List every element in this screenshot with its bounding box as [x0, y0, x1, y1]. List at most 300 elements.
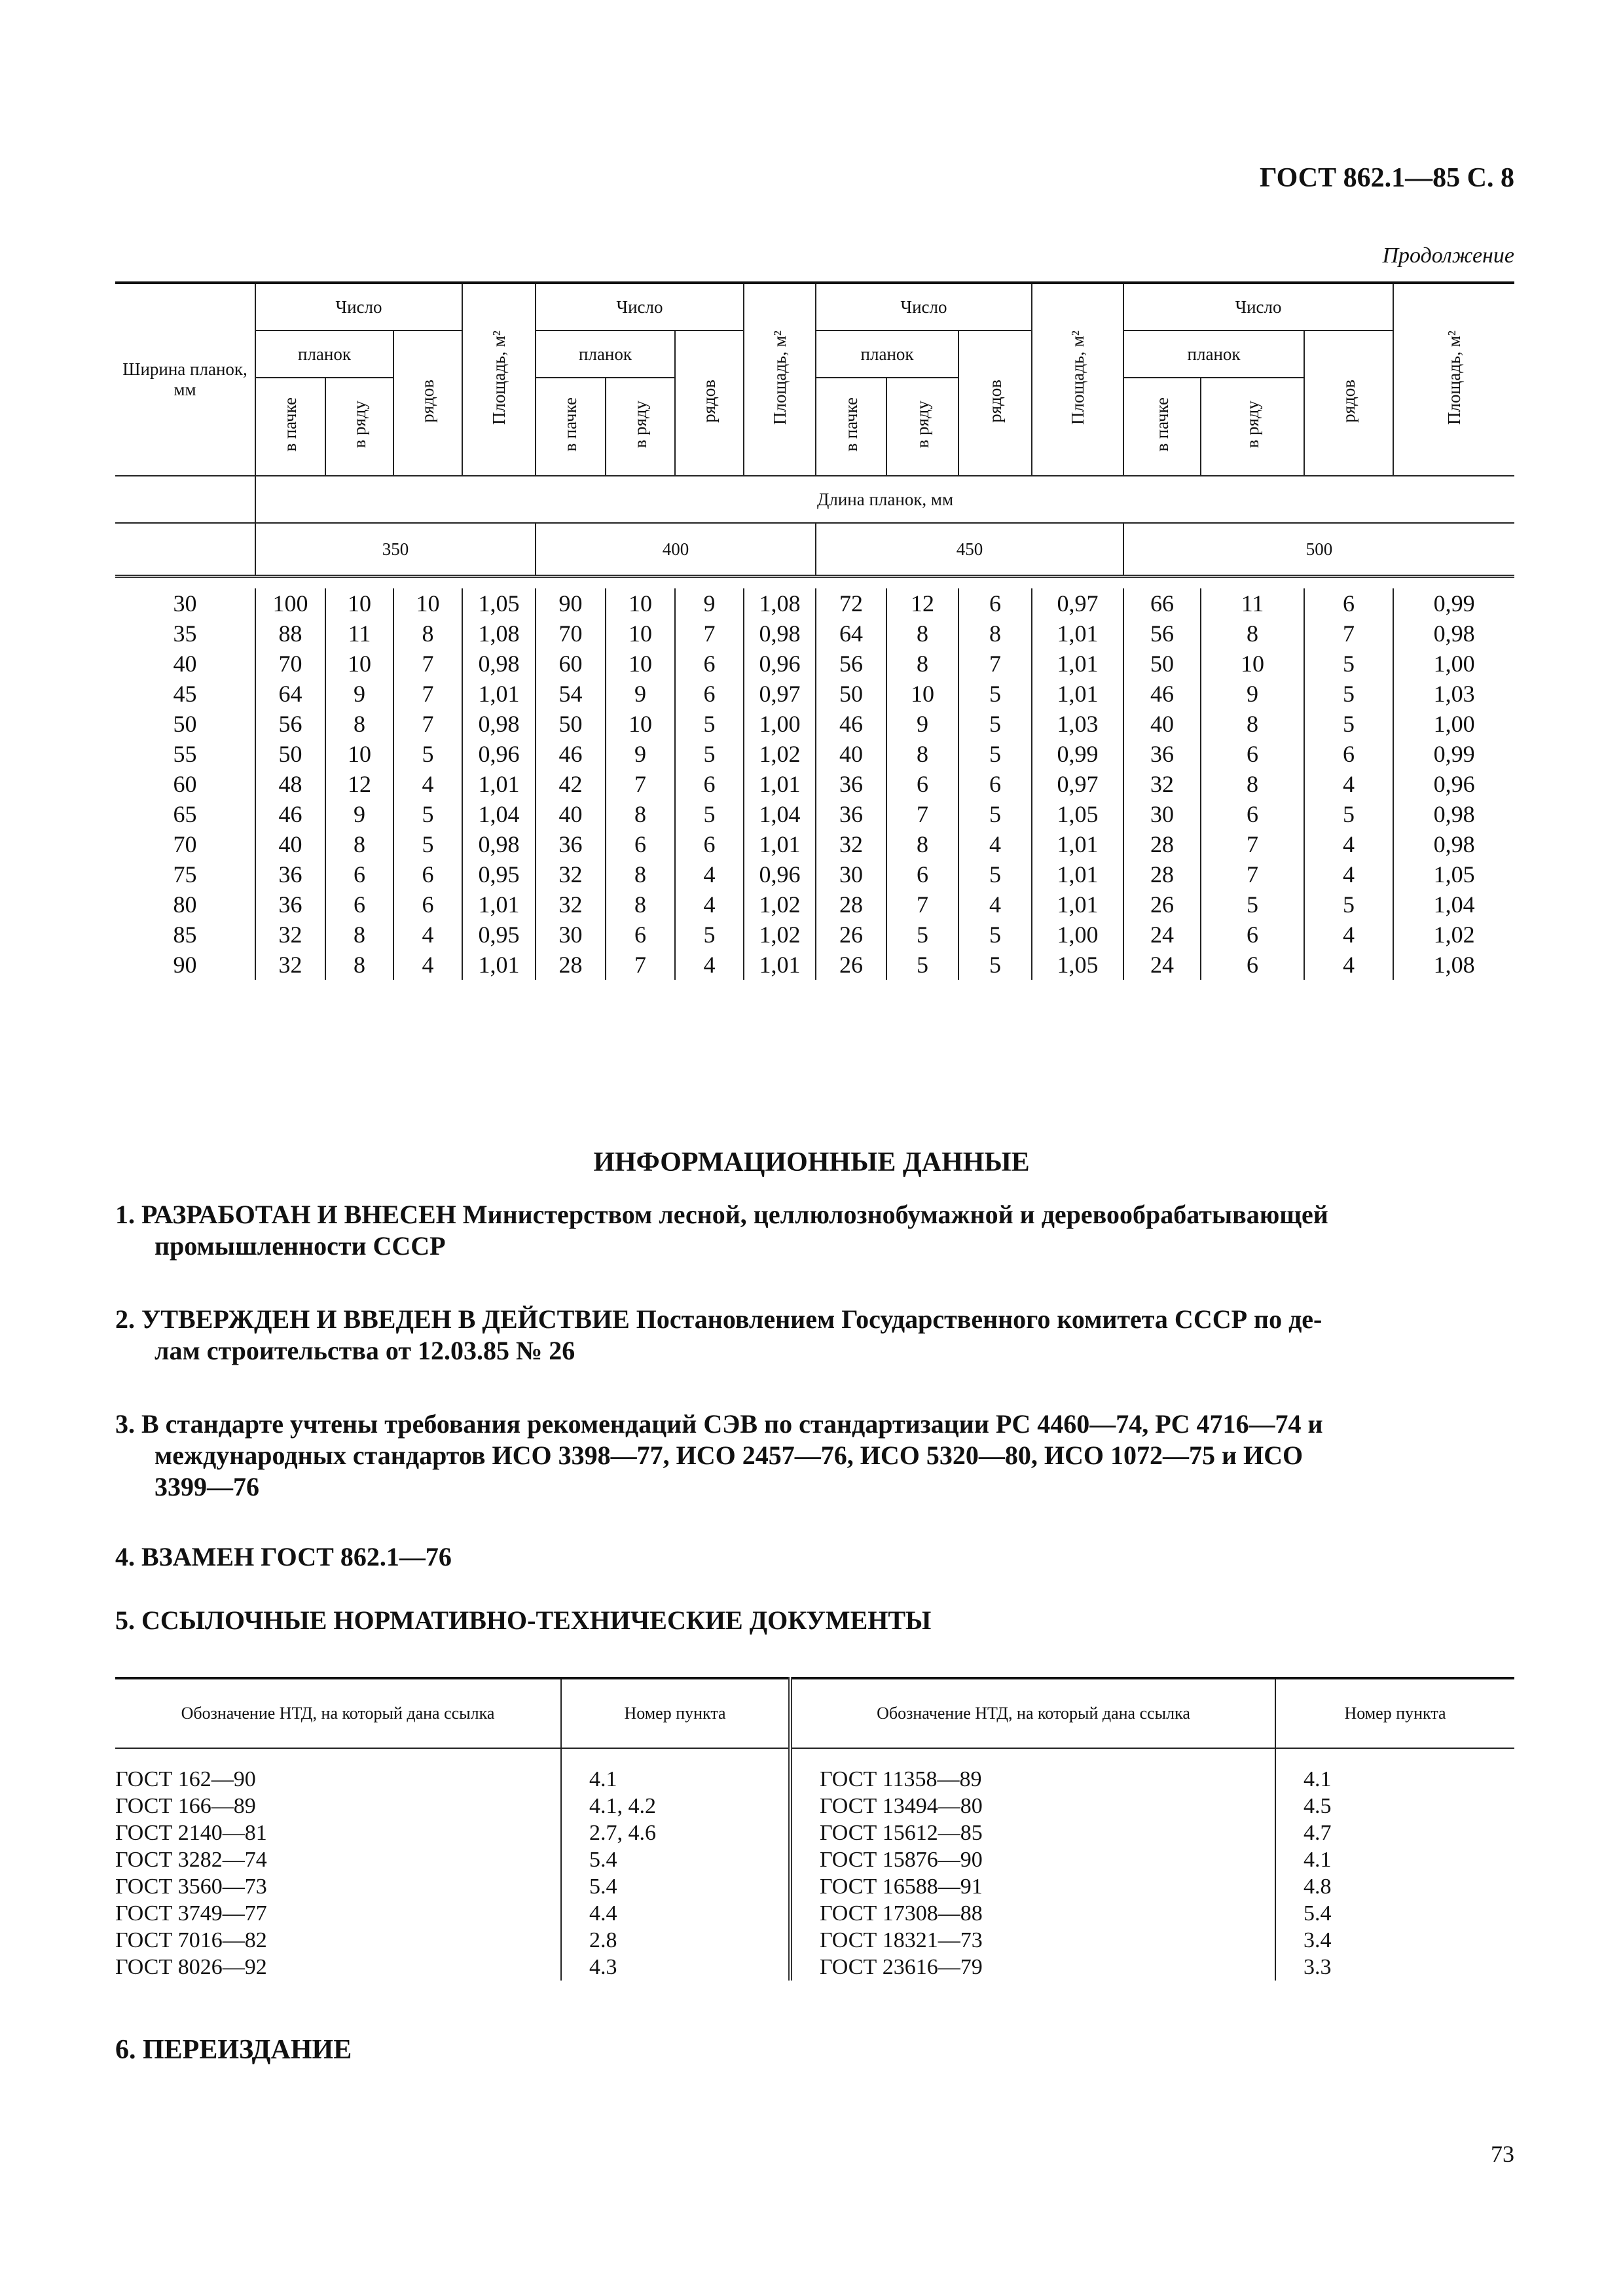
- table-cell: 6: [393, 859, 462, 889]
- table-cell: 0,96: [462, 739, 536, 769]
- table-row: [115, 739, 1514, 769]
- info-item-2-line2: лам строительства от 12.03.85 № 26: [155, 1336, 575, 1365]
- ref-item-cell: [1275, 1766, 1514, 1793]
- table-cell: 1,08: [744, 588, 816, 619]
- table-cell: 0,96: [744, 859, 816, 889]
- plank-width-cell: 70: [173, 831, 197, 857]
- ref-doc-header: Обозначение НТД, на который дана ссылка: [790, 1678, 1275, 1748]
- table-cell: 0,98: [462, 829, 536, 859]
- length-value-400: 400: [536, 523, 816, 577]
- info-heading: ИНФОРМАЦИОННЫЕ ДАННЫЕ: [593, 1147, 1030, 1177]
- table-cell: 1,00: [1032, 920, 1123, 950]
- ref-doc-text: ГОСТ 23616—79: [820, 1955, 983, 1979]
- table-cell: 8: [886, 829, 958, 859]
- ref-item-text: 4.8: [1304, 1874, 1332, 1899]
- table-cell: 36: [816, 769, 886, 799]
- table-cell: 8: [606, 889, 675, 920]
- table-row: [115, 829, 1514, 859]
- ref-item-text: 5.4: [589, 1848, 617, 1872]
- header-separator: [115, 577, 1514, 589]
- table-row: [115, 709, 1514, 739]
- ref-doc-text: ГОСТ 15876—90: [820, 1848, 983, 1872]
- table-cell: 32: [816, 829, 886, 859]
- table-cell: 5: [958, 679, 1032, 709]
- table-cell: 40: [536, 799, 606, 829]
- ref-doc-header: Обозначение НТД, на который дана ссылка: [115, 1678, 561, 1748]
- table-cell: 7: [1201, 859, 1304, 889]
- in-pack-label: в пачке: [560, 397, 581, 452]
- table-cell: 9: [606, 739, 675, 769]
- ref-doc-cell: [115, 1793, 561, 1820]
- table-cell: 100: [255, 588, 325, 619]
- table-row: [115, 588, 1514, 619]
- table-cell: 0,99: [1393, 739, 1514, 769]
- table-cell: 1,04: [1393, 889, 1514, 920]
- table-cell: 10: [606, 619, 675, 649]
- info-item-3-line3: 3399—76: [155, 1472, 259, 1501]
- planks-header: планок: [816, 331, 958, 378]
- table-cell: 8: [325, 709, 393, 739]
- table-cell: 42: [536, 769, 606, 799]
- length-value-350: 350: [255, 523, 536, 577]
- info-item-1-line1: 1. РАЗРАБОТАН И ВНЕСЕН Министерством лесной, целлюлознобумажной и деревообрабатывающей: [115, 1200, 1328, 1229]
- plank-width-cell: 85: [173, 922, 197, 948]
- table-cell: 1,02: [744, 920, 816, 950]
- table-cell: 4: [675, 889, 744, 920]
- table-cell: 1,01: [744, 950, 816, 980]
- ref-doc-text: ГОСТ 13494—80: [820, 1794, 983, 1818]
- info-item-2-line1: 2. УТВЕРЖДЕН И ВВЕДЕН В ДЕЙСТВИЕ Постановлением Государственного комитета СССР по де-: [115, 1304, 1322, 1334]
- plank-width-cell: 40: [173, 651, 197, 677]
- table-row: [115, 649, 1514, 679]
- ref-doc-cell: [790, 1873, 1275, 1900]
- plank-width-cell: 45: [173, 681, 197, 707]
- table-cell: 60: [536, 649, 606, 679]
- table-cell: 10: [325, 588, 393, 619]
- rows-header-label: рядов: [418, 379, 437, 423]
- table-cell: 7: [606, 950, 675, 980]
- ref-doc-cell: [115, 1954, 561, 1981]
- ref-doc-text: ГОСТ 18321—73: [820, 1928, 983, 1952]
- ref-pad-cell: [115, 1748, 561, 1766]
- ref-item-cell: [561, 1954, 790, 1981]
- ref-item-text: 2.7, 4.6: [589, 1821, 656, 1845]
- table-cell: 7: [393, 649, 462, 679]
- rows-header: [393, 331, 462, 476]
- table-cell: 6: [886, 769, 958, 799]
- table-cell: 0,98: [462, 649, 536, 679]
- table-cell: 5: [958, 799, 1032, 829]
- ref-item-cell: [1275, 1900, 1514, 1927]
- ref-doc-cell: [115, 1927, 561, 1954]
- area-header: [462, 283, 536, 476]
- table-cell: 36: [255, 859, 325, 889]
- ref-padding-row: [115, 1748, 1514, 1766]
- table-cell: 7: [886, 799, 958, 829]
- ref-doc-text: ГОСТ 3282—74: [115, 1848, 267, 1872]
- table-cell: 9: [606, 679, 675, 709]
- table-cell: 1,05: [1032, 950, 1123, 980]
- table-cell: 46: [536, 739, 606, 769]
- ref-item-text: 5.4: [589, 1874, 617, 1899]
- table-cell: 6: [1201, 920, 1304, 950]
- in-row-header: [886, 378, 958, 476]
- plank-width-cell: 60: [173, 771, 197, 797]
- table-cell: 32: [255, 920, 325, 950]
- table-cell: 6: [1201, 799, 1304, 829]
- table-cell: 5: [958, 859, 1032, 889]
- table-row: [115, 859, 1514, 889]
- table-cell: 6: [886, 859, 958, 889]
- table-cell: 66: [1123, 588, 1201, 619]
- info-item-3-line2: международных стандартов ИСО 3398—77, ИСО 2457—76, ИСО 5320—80, ИСО 1072—75 и ИСО: [155, 1441, 1304, 1470]
- area-header-label: Площадь, м²: [488, 330, 509, 425]
- ref-item-cell: [561, 1900, 790, 1927]
- ref-doc-cell: [790, 1954, 1275, 1981]
- table-cell: 8: [1201, 769, 1304, 799]
- table-cell: 26: [816, 950, 886, 980]
- area-header-label: Площадь, м²: [1067, 330, 1087, 425]
- table-cell: 50: [1123, 649, 1201, 679]
- table-cell: 5: [886, 950, 958, 980]
- table-cell: 9: [886, 709, 958, 739]
- ref-item-text: 2.8: [589, 1928, 617, 1952]
- table-cell: 50: [816, 679, 886, 709]
- table-cell: 4: [958, 829, 1032, 859]
- in-pack-header: [255, 378, 325, 476]
- number-header: Число: [536, 283, 744, 331]
- ref-item-cell: [1275, 1927, 1514, 1954]
- info-item-1: [115, 1199, 1514, 1262]
- table-row: [115, 799, 1514, 829]
- ref-doc-cell: [790, 1793, 1275, 1820]
- table-cell: 6: [606, 829, 675, 859]
- table-cell: 0,99: [1393, 588, 1514, 619]
- table-cell: 1,01: [1032, 679, 1123, 709]
- table-cell: 4: [1304, 829, 1393, 859]
- table-cell: 5: [1304, 679, 1393, 709]
- in-row-header: [1201, 378, 1304, 476]
- rows-header: [675, 331, 744, 476]
- ref-item-cell: [561, 1766, 790, 1793]
- ref-item-text: 4.1, 4.2: [589, 1794, 656, 1818]
- info-item-4: 4. ВЗАМЕН ГОСТ 862.1—76: [115, 1542, 452, 1571]
- table-cell: 4: [1304, 920, 1393, 950]
- table-cell: 8: [886, 619, 958, 649]
- table-cell: 30: [816, 859, 886, 889]
- table-cell: 5: [958, 950, 1032, 980]
- length-header: Длина планок, мм: [255, 476, 1514, 523]
- in-row-label: в ряду: [1242, 401, 1262, 448]
- table-row: [115, 769, 1514, 799]
- table-cell: 1,00: [1393, 709, 1514, 739]
- table-cell: 30: [1123, 799, 1201, 829]
- in-row-header: [606, 378, 675, 476]
- ref-doc-cell: [790, 1900, 1275, 1927]
- info-item-5: 5. ССЫЛОЧНЫЕ НОРМАТИВНО-ТЕХНИЧЕСКИЕ ДОКУМЕНТЫ: [115, 1605, 932, 1635]
- table-cell: 1,01: [744, 769, 816, 799]
- rows-header: [1304, 331, 1393, 476]
- ref-row: [115, 1820, 1514, 1846]
- table-cell: 50: [255, 739, 325, 769]
- table-cell: 6: [1201, 739, 1304, 769]
- table-cell: 12: [886, 588, 958, 619]
- ref-item-cell: [1275, 1793, 1514, 1820]
- plank-width-cell: 75: [173, 861, 197, 888]
- table-cell: 6: [1304, 739, 1393, 769]
- table-cell: 4: [393, 950, 462, 980]
- table-cell: 0,96: [1393, 769, 1514, 799]
- plank-width-cell: 50: [173, 711, 197, 737]
- ref-doc-cell: [790, 1766, 1275, 1793]
- ref-doc-text: ГОСТ 11358—89: [820, 1767, 982, 1791]
- table-cell: 1,02: [744, 889, 816, 920]
- in-row-label: в ряду: [349, 401, 369, 448]
- table-cell: 8: [958, 619, 1032, 649]
- area-header-label: Площадь, м²: [1444, 330, 1464, 425]
- table-cell: 48: [255, 769, 325, 799]
- area-header: [744, 283, 816, 476]
- table-cell: 6: [958, 769, 1032, 799]
- table-cell: 0,98: [1393, 829, 1514, 859]
- info-item-3: [115, 1408, 1514, 1503]
- table-cell: 26: [1123, 889, 1201, 920]
- ref-pad-cell: [1275, 1748, 1514, 1766]
- table-cell: 5: [393, 799, 462, 829]
- ref-item-text: 3.4: [1304, 1928, 1332, 1952]
- ref-doc-text: ГОСТ 16588—91: [820, 1874, 983, 1899]
- ref-doc-cell: [115, 1766, 561, 1793]
- ref-item-cell: [1275, 1820, 1514, 1846]
- ref-item-cell: [1275, 1954, 1514, 1981]
- table-cell: 0,98: [1393, 799, 1514, 829]
- table-cell: 10: [1201, 649, 1304, 679]
- rows-header-label: рядов: [699, 379, 720, 423]
- table-cell: 10: [325, 649, 393, 679]
- in-pack-label: в пачке: [1152, 397, 1172, 452]
- table-cell: 0,97: [1032, 769, 1123, 799]
- table-cell: 6: [675, 829, 744, 859]
- table-cell: 10: [325, 739, 393, 769]
- plank-width-cell: 30: [173, 590, 197, 617]
- table-cell: 32: [255, 950, 325, 980]
- table-cell: 1,08: [1393, 950, 1514, 980]
- in-pack-header: [1123, 378, 1201, 476]
- page-number: 73: [1491, 2141, 1514, 2167]
- table-cell: 88: [255, 619, 325, 649]
- table-cell: 6: [393, 889, 462, 920]
- table-cell: 0,99: [1032, 739, 1123, 769]
- table-cell: 7: [675, 619, 744, 649]
- table-cell: 1,08: [462, 619, 536, 649]
- ref-item-cell: [561, 1793, 790, 1820]
- table-cell: 32: [536, 859, 606, 889]
- table-cell: 5: [393, 739, 462, 769]
- ref-item-cell: [561, 1846, 790, 1873]
- table-cell: 4: [1304, 769, 1393, 799]
- table-cell: 0,97: [1032, 588, 1123, 619]
- ref-doc-text: ГОСТ 8026—92: [115, 1955, 267, 1979]
- table-cell: 8: [393, 619, 462, 649]
- length-value-450: 450: [816, 523, 1123, 577]
- reference-table-body: [115, 1748, 1514, 1981]
- table-cell: 7: [606, 769, 675, 799]
- table-cell: 1,01: [1032, 889, 1123, 920]
- table-cell: 54: [536, 679, 606, 709]
- table-cell: 7: [1304, 619, 1393, 649]
- ref-doc-cell: [115, 1820, 561, 1846]
- table-cell: 56: [1123, 619, 1201, 649]
- table-cell: 5: [958, 709, 1032, 739]
- ref-item-text: 4.3: [589, 1955, 617, 1979]
- table-cell: 4: [393, 769, 462, 799]
- table-cell: 1,03: [1032, 709, 1123, 739]
- ref-item-header: Номер пункта: [561, 1678, 790, 1748]
- ref-doc-text: ГОСТ 17308—88: [820, 1901, 983, 1926]
- plank-width-cell: 65: [173, 801, 197, 827]
- table-cell: 7: [958, 649, 1032, 679]
- table-cell: 0,97: [744, 679, 816, 709]
- table-cell: 7: [393, 709, 462, 739]
- table-cell: 7: [886, 889, 958, 920]
- table-cell: 10: [393, 588, 462, 619]
- table-cell: 5: [1304, 889, 1393, 920]
- table-cell: 70: [255, 649, 325, 679]
- table-cell: 56: [816, 649, 886, 679]
- info-item-1-line2: промышленности СССР: [155, 1231, 446, 1261]
- table-cell: 72: [816, 588, 886, 619]
- ref-item-text: 4.1: [589, 1767, 617, 1791]
- table-cell: 5: [958, 920, 1032, 950]
- table-cell: 50: [536, 709, 606, 739]
- table-cell: 8: [606, 859, 675, 889]
- table-cell: 5: [1304, 799, 1393, 829]
- ref-item-cell: [561, 1927, 790, 1954]
- separator-cell: [115, 577, 1514, 589]
- table-cell: 1,01: [462, 769, 536, 799]
- table-cell: 8: [606, 799, 675, 829]
- table-cell: 40: [816, 739, 886, 769]
- table-cell: 7: [1201, 829, 1304, 859]
- ref-row: [115, 1927, 1514, 1954]
- in-pack-header: [536, 378, 606, 476]
- table-cell: 0,95: [462, 859, 536, 889]
- table-cell: 9: [325, 799, 393, 829]
- number-header: Число: [1123, 283, 1393, 331]
- table-cell: 5: [1201, 889, 1304, 920]
- table-cell: 6: [675, 649, 744, 679]
- ref-item-cell: [1275, 1846, 1514, 1873]
- ref-item-text: 3.3: [1304, 1955, 1332, 1979]
- ref-item-text: 5.4: [1304, 1901, 1332, 1926]
- table-cell: 5: [675, 709, 744, 739]
- ref-doc-cell: [115, 1846, 561, 1873]
- table-cell: 8: [886, 739, 958, 769]
- ref-doc-cell: [790, 1927, 1275, 1954]
- table-cell: 9: [325, 679, 393, 709]
- table-cell: 5: [1304, 709, 1393, 739]
- table-cell: 8: [325, 829, 393, 859]
- info-item-2: [115, 1304, 1514, 1367]
- table-cell: 1,00: [744, 709, 816, 739]
- table-cell: 1,05: [1032, 799, 1123, 829]
- table-cell: 24: [1123, 950, 1201, 980]
- table-cell: 1,05: [462, 588, 536, 619]
- table-cell: 1,00: [1393, 649, 1514, 679]
- width-column-header: Ширина планок, мм: [115, 283, 255, 476]
- ref-row: [115, 1900, 1514, 1927]
- table-cell: 1,01: [1032, 649, 1123, 679]
- table-cell: 32: [1123, 769, 1201, 799]
- table-cell: 36: [816, 799, 886, 829]
- table-cell: 1,01: [462, 679, 536, 709]
- planks-header: планок: [255, 331, 393, 378]
- area-header-label: Площадь, м²: [769, 330, 790, 425]
- table-cell: 6: [606, 920, 675, 950]
- ref-doc-text: ГОСТ 166—89: [115, 1794, 256, 1818]
- ref-doc-text: ГОСТ 3560—73: [115, 1874, 267, 1899]
- table-cell: 1,04: [462, 799, 536, 829]
- table-cell: 9: [1201, 679, 1304, 709]
- in-row-header: [325, 378, 393, 476]
- table-cell: 46: [1123, 679, 1201, 709]
- table-cell: 40: [1123, 709, 1201, 739]
- ref-row: [115, 1766, 1514, 1793]
- ref-doc-cell: [790, 1820, 1275, 1846]
- table-cell: 64: [255, 679, 325, 709]
- plank-width-cell: 35: [173, 620, 197, 647]
- ref-item-cell: [561, 1873, 790, 1900]
- table-cell: 28: [1123, 829, 1201, 859]
- ref-item-header: Номер пункта: [1275, 1678, 1514, 1748]
- table-cell: 5: [675, 739, 744, 769]
- table-cell: 1,02: [744, 739, 816, 769]
- info-item-3-line1: 3. В стандарте учтены требования рекомендаций СЭВ по стандартизации PC 4460—74, PC 4716—74 и: [115, 1409, 1323, 1439]
- table-cell: 1,04: [744, 799, 816, 829]
- rows-header: [958, 331, 1032, 476]
- width-column-spacer: [115, 523, 255, 577]
- planks-header: планок: [536, 331, 675, 378]
- table-cell: 10: [606, 649, 675, 679]
- table-cell: 5: [675, 799, 744, 829]
- table-row: [115, 950, 1514, 980]
- area-header: [1393, 283, 1514, 476]
- table-cell: 8: [325, 950, 393, 980]
- area-header: [1032, 283, 1123, 476]
- ref-item-text: 4.1: [1304, 1848, 1332, 1872]
- table-cell: 40: [255, 829, 325, 859]
- in-row-label: в ряду: [912, 401, 932, 448]
- table-cell: 28: [816, 889, 886, 920]
- ref-item-cell: [561, 1820, 790, 1846]
- ref-doc-text: ГОСТ 2140—81: [115, 1821, 267, 1845]
- table-cell: 1,01: [1032, 829, 1123, 859]
- length-value-500: 500: [1123, 523, 1514, 577]
- reference-documents-table: [115, 1677, 1514, 1981]
- table-cell: 1,01: [462, 889, 536, 920]
- table-cell: 1,01: [462, 950, 536, 980]
- ref-doc-cell: [115, 1900, 561, 1927]
- table-cell: 64: [816, 619, 886, 649]
- table-cell: 36: [255, 889, 325, 920]
- rows-header-label: рядов: [985, 379, 1005, 423]
- table-row: [115, 920, 1514, 950]
- table-cell: 46: [255, 799, 325, 829]
- table-cell: 10: [886, 679, 958, 709]
- table-cell: 1,05: [1393, 859, 1514, 889]
- planks-header: планок: [1123, 331, 1304, 378]
- table-cell: 9: [675, 588, 744, 619]
